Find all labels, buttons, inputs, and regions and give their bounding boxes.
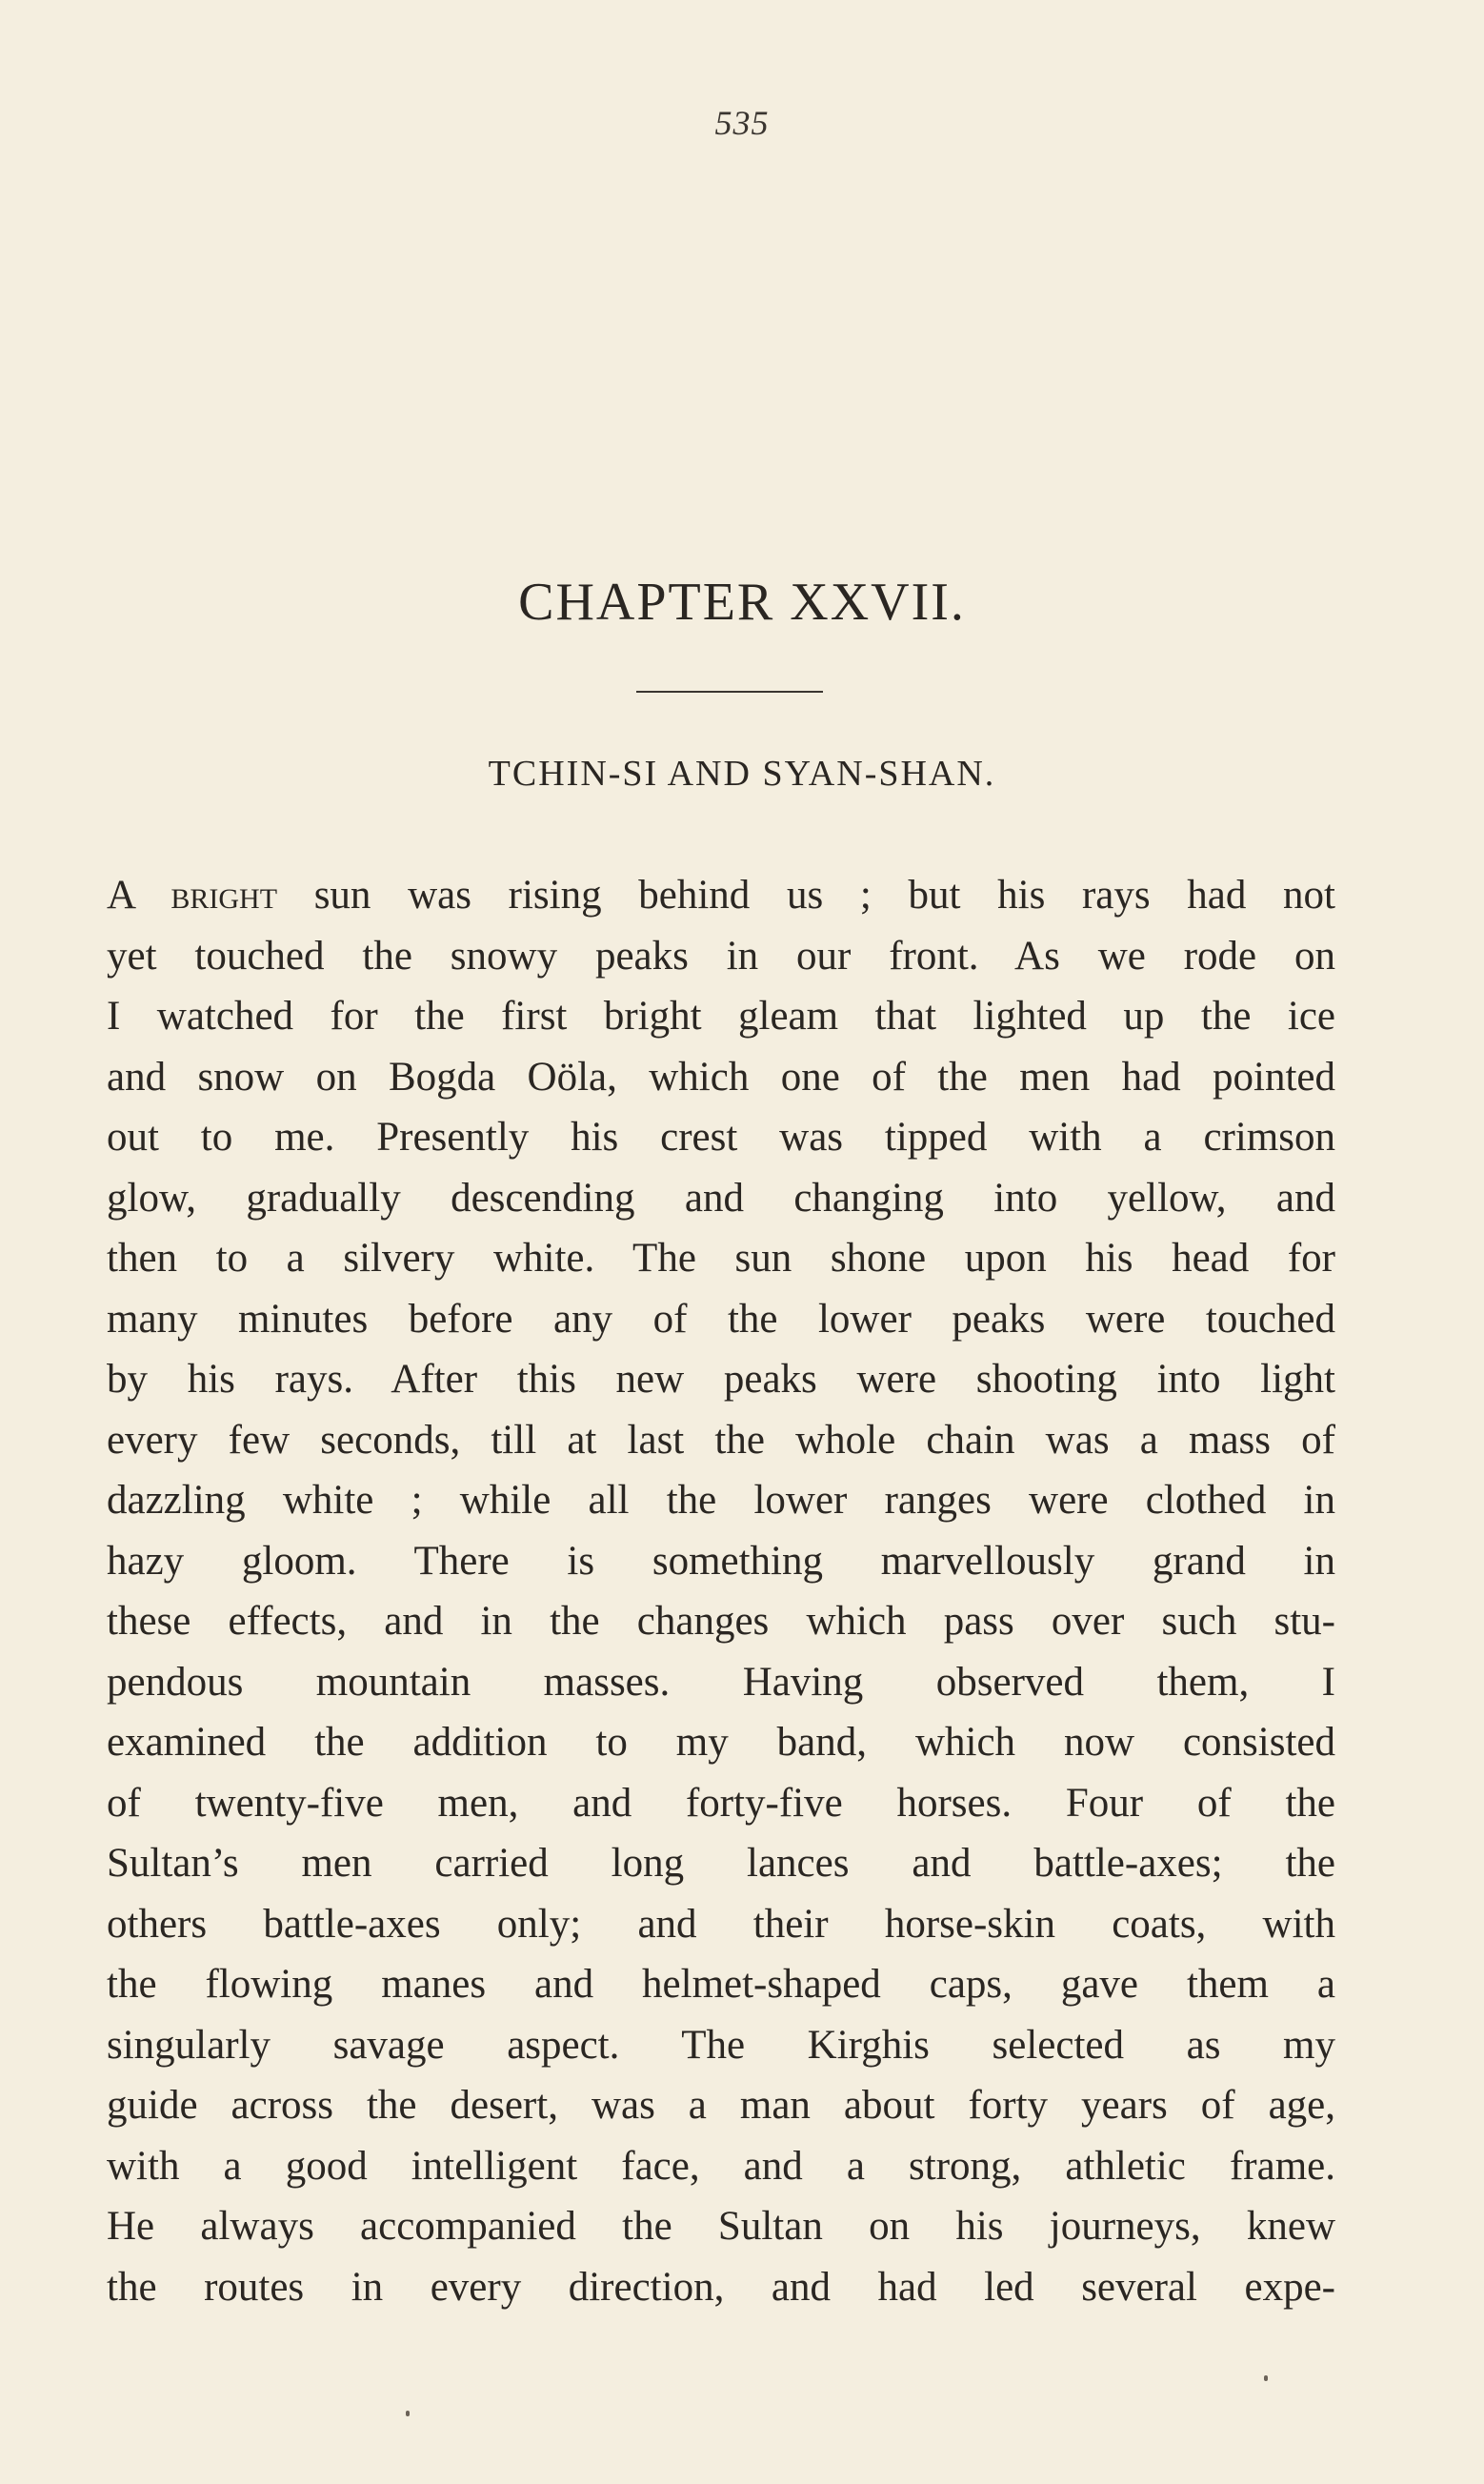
body-line: many minutes before any of the lower peaks were touched <box>107 1296 1335 1342</box>
body-line-text: sun was rising behind us ; but his rays had not <box>277 873 1335 918</box>
body-line: Sultan’s men carried long lances and battle-axes; the <box>107 1841 1335 1886</box>
body-line: He always accompanied the Sultan on his journeys, knew <box>107 2204 1335 2249</box>
body-line: these effects, and in the changes which pass over such stu- <box>107 1599 1335 1644</box>
paper-speck <box>406 2411 410 2416</box>
body-line: hazy gloom. There is something marvellously grand in <box>107 1538 1335 1584</box>
body-line: then to a silvery white. The sun shone upon his head for <box>107 1236 1335 1281</box>
body-line: singularly savage aspect. The Kirghis selected as my <box>107 2022 1335 2068</box>
body-line: every few seconds, till at last the whole chain was a mass of <box>107 1417 1335 1463</box>
body-line: of twenty-five men, and forty-five horses. Four of the <box>107 1780 1335 1826</box>
section-title: TCHIN-SI AND SYAN-SHAN. <box>488 754 996 794</box>
opening-small-caps: A bright <box>107 873 278 918</box>
body-paragraph <box>107 865 1335 2317</box>
body-line: yet touched the snowy peaks in our front. As we rode on <box>107 933 1335 979</box>
body-line: by his rays. After this new peaks were shooting into light <box>107 1357 1335 1402</box>
body-line: the routes in every direction, and had led several expe- <box>107 2264 1335 2310</box>
body-line: dazzling white ; while all the lower ranges were clothed in <box>107 1478 1335 1523</box>
body-line: glow, gradually descending and changing into yellow, and <box>107 1175 1335 1221</box>
title-rule-divider <box>636 691 823 693</box>
body-line: guide across the desert, was a man about forty years of age, <box>107 2083 1335 2128</box>
chapter-title: CHAPTER XXVII. <box>518 573 966 632</box>
page-number: 535 <box>714 104 770 142</box>
body-line: others battle-axes only; and their horse-skin coats, with <box>107 1901 1335 1947</box>
body-line <box>107 865 1335 926</box>
body-line: the flowing manes and helmet-shaped caps, gave them a <box>107 1962 1335 2007</box>
body-line: pendous mountain masses. Having observed them, I <box>107 1659 1335 1705</box>
body-line: and snow on Bogda Oöla, which one of the men had pointed <box>107 1054 1335 1100</box>
body-line: out to me. Presently his crest was tipped with a crimson <box>107 1115 1335 1160</box>
paper-speck <box>1264 2375 1268 2381</box>
body-line: I watched for the first bright gleam that lighted up the ice <box>107 994 1335 1039</box>
body-line: examined the addition to my band, which now consisted <box>107 1720 1335 1765</box>
body-line: with a good intelligent face, and a strong, athletic frame. <box>107 2143 1335 2189</box>
